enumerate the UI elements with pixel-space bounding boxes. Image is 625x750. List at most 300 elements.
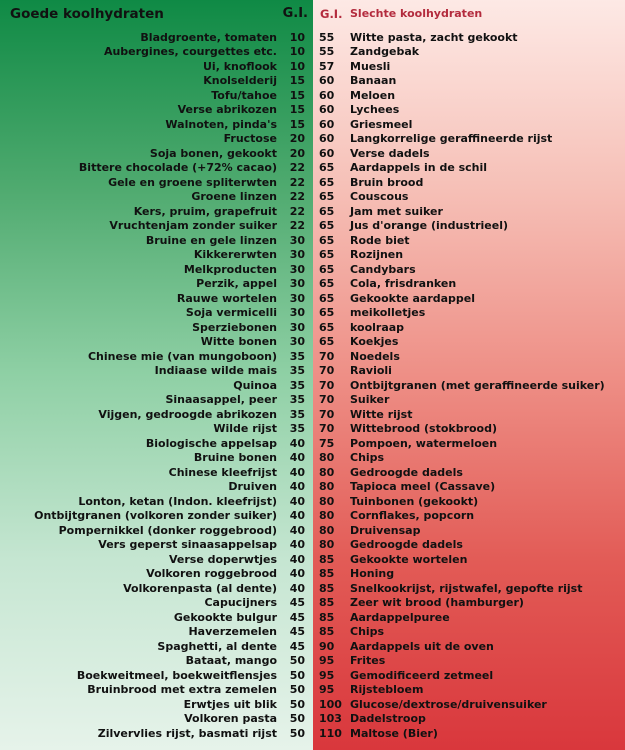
gi-value: 50 xyxy=(289,697,305,711)
gi-value: 85 xyxy=(319,567,335,581)
food-name: Couscous xyxy=(350,190,409,204)
gi-value: 22 xyxy=(289,190,305,204)
food-name: Verse abrikozen xyxy=(177,103,277,117)
good-carb-row xyxy=(0,494,313,509)
food-name: Meloen xyxy=(350,88,396,102)
gi-value: 35 xyxy=(289,393,305,407)
gi-value: 55 xyxy=(319,45,335,59)
gi-value: 60 xyxy=(319,74,335,88)
gi-value: 70 xyxy=(319,364,335,378)
gi-value: 65 xyxy=(319,161,335,175)
gi-value: 65 xyxy=(319,277,335,291)
gi-value: 40 xyxy=(289,436,305,450)
good-carb-row xyxy=(0,683,313,698)
food-name: Wilde rijst xyxy=(213,422,277,436)
gi-value: 15 xyxy=(289,74,305,88)
bad-carb-row xyxy=(313,407,625,422)
gi-value: 22 xyxy=(289,204,305,218)
gi-value: 40 xyxy=(289,552,305,566)
bad-carb-row xyxy=(313,146,625,161)
food-name: Bittere chocolade (+72% cacao) xyxy=(78,161,277,175)
gi-value: 40 xyxy=(289,480,305,494)
bad-carb-row xyxy=(313,364,625,379)
food-name: Erwtjes uit blik xyxy=(183,697,277,711)
bad-carb-row xyxy=(313,248,625,263)
food-name: Soja bonen, gekookt xyxy=(149,146,277,160)
bad-carb-row xyxy=(313,726,625,741)
good-carbs-list xyxy=(0,30,313,741)
good-carb-row xyxy=(0,248,313,263)
gi-value: 70 xyxy=(319,407,335,421)
good-carb-row xyxy=(0,306,313,321)
gi-value: 55 xyxy=(319,30,335,44)
good-carb-row xyxy=(0,219,313,234)
gi-value: 85 xyxy=(319,581,335,595)
gi-value: 80 xyxy=(319,494,335,508)
food-name: koolraap xyxy=(350,320,405,334)
gi-value: 57 xyxy=(319,59,335,73)
food-name: Bruine bonen xyxy=(193,451,277,465)
gi-value: 65 xyxy=(319,219,335,233)
good-carb-row xyxy=(0,726,313,741)
gi-value: 15 xyxy=(289,88,305,102)
bad-carb-row xyxy=(313,683,625,698)
good-carb-row xyxy=(0,364,313,379)
food-name: Sperziebonen xyxy=(192,320,277,334)
food-name: Zeer wit brood (hamburger) xyxy=(350,596,524,610)
good-carb-row xyxy=(0,378,313,393)
bad-carb-row xyxy=(313,233,625,248)
good-carb-row xyxy=(0,88,313,103)
food-name: Glucose/dextrose/druivensuiker xyxy=(350,697,547,711)
food-name: Maltose (Bier) xyxy=(350,726,438,740)
bad-carb-row xyxy=(313,59,625,74)
gi-value: 50 xyxy=(289,683,305,697)
good-carb-row xyxy=(0,161,313,176)
good-carb-row xyxy=(0,552,313,567)
bad-carb-row xyxy=(313,262,625,277)
food-name: Gekookte wortelen xyxy=(350,552,468,566)
food-name: Dadelstroop xyxy=(350,712,426,726)
gi-value: 30 xyxy=(289,291,305,305)
gi-value: 65 xyxy=(319,335,335,349)
food-name: Zilvervlies rijst, basmati rijst xyxy=(97,726,277,740)
food-name: Candybars xyxy=(350,262,416,276)
gi-value: 35 xyxy=(289,407,305,421)
food-name: Kers, pruim, grapefruit xyxy=(133,204,277,218)
gi-value: 40 xyxy=(289,567,305,581)
gi-value: 90 xyxy=(319,639,335,653)
food-name: Fructose xyxy=(223,132,277,146)
bad-carb-row xyxy=(313,175,625,190)
good-carb-row xyxy=(0,407,313,422)
gi-value: 40 xyxy=(289,581,305,595)
gi-value: 22 xyxy=(289,161,305,175)
gi-value: 50 xyxy=(289,726,305,740)
food-name: Haverzemelen xyxy=(188,625,277,639)
food-name: Biologische appelsap xyxy=(145,436,277,450)
gi-value: 10 xyxy=(289,30,305,44)
gi-value: 45 xyxy=(289,625,305,639)
good-carb-row xyxy=(0,393,313,408)
gi-value: 65 xyxy=(319,306,335,320)
gi-value: 65 xyxy=(319,262,335,276)
food-name: Griesmeel xyxy=(350,117,413,131)
good-carb-row xyxy=(0,436,313,451)
food-name: Capucijners xyxy=(204,596,277,610)
food-name: Tofu/tahoe xyxy=(211,88,277,102)
food-name: Koekjes xyxy=(350,335,399,349)
bad-carb-row xyxy=(313,509,625,524)
good-carb-row xyxy=(0,422,313,437)
food-name: Ui, knoflook xyxy=(203,59,277,73)
bad-carb-row xyxy=(313,161,625,176)
food-name: Ontbijtgranen (volkoren zonder suiker) xyxy=(34,509,277,523)
good-gi-label: G.I. xyxy=(282,6,308,21)
food-name: Gemodificeerd zetmeel xyxy=(350,668,494,682)
gi-value: 95 xyxy=(319,683,335,697)
food-name: Witte rijst xyxy=(350,407,413,421)
good-carb-row xyxy=(0,625,313,640)
gi-value: 65 xyxy=(319,175,335,189)
food-name: Aubergines, courgettes etc. xyxy=(103,45,277,59)
food-name: Perzik, appel xyxy=(196,277,277,291)
good-carb-row xyxy=(0,291,313,306)
bad-carb-row xyxy=(313,335,625,350)
good-carb-row xyxy=(0,277,313,292)
food-name: Gekookte aardappel xyxy=(350,291,476,305)
food-name: Zandgebak xyxy=(350,45,420,59)
bad-carbs-list xyxy=(313,30,625,741)
bad-carb-row xyxy=(313,610,625,625)
gi-value: 10 xyxy=(289,59,305,73)
gi-value: 50 xyxy=(289,712,305,726)
gi-value: 85 xyxy=(319,625,335,639)
gi-value: 35 xyxy=(289,378,305,392)
gi-value: 65 xyxy=(319,190,335,204)
bad-carb-row xyxy=(313,378,625,393)
gi-value: 80 xyxy=(319,509,335,523)
good-carb-row xyxy=(0,45,313,60)
gi-value: 20 xyxy=(289,132,305,146)
bad-carb-row xyxy=(313,117,625,132)
bad-carb-row xyxy=(313,625,625,640)
food-name: Wittebrood (stokbrood) xyxy=(350,422,498,436)
food-name: Bladgroente, tomaten xyxy=(140,30,277,44)
food-name: Jam met suiker xyxy=(350,204,443,218)
food-name: Noedels xyxy=(350,349,400,363)
bad-carb-row xyxy=(313,581,625,596)
bad-carb-row xyxy=(313,291,625,306)
food-name: Chinese kleefrijst xyxy=(168,465,277,479)
food-name: Ontbijtgranen (met geraffineerde suiker) xyxy=(350,378,605,392)
bad-carb-row xyxy=(313,712,625,727)
food-name: Lonton, ketan (Indon. kleefrijst) xyxy=(78,494,277,508)
food-name: Groene linzen xyxy=(191,190,277,204)
food-name: Pompoen, watermeloen xyxy=(350,436,498,450)
bad-carb-row xyxy=(313,596,625,611)
food-name: Langkorrelige geraffineerde rijst xyxy=(350,132,553,146)
food-name: Rode biet xyxy=(350,233,410,247)
bad-carb-row xyxy=(313,668,625,683)
gi-value: 60 xyxy=(319,146,335,160)
good-carb-row xyxy=(0,262,313,277)
food-name: Aardappels uit de oven xyxy=(350,639,494,653)
gi-value: 80 xyxy=(319,451,335,465)
good-carb-row xyxy=(0,59,313,74)
good-carb-row xyxy=(0,233,313,248)
gi-value: 70 xyxy=(319,393,335,407)
bad-carb-row xyxy=(313,204,625,219)
food-name: Melkproducten xyxy=(183,262,277,276)
gi-value: 22 xyxy=(289,175,305,189)
food-name: Chips xyxy=(350,625,385,639)
gi-value: 70 xyxy=(319,422,335,436)
bad-carb-row xyxy=(313,451,625,466)
food-name: Verse dadels xyxy=(350,146,430,160)
food-name: Bruinbrood met extra zemelen xyxy=(87,683,277,697)
food-name: Boekweitmeel, boekweitflensjes xyxy=(76,668,277,682)
good-carb-row xyxy=(0,523,313,538)
food-name: Gedroogde dadels xyxy=(350,465,463,479)
gi-value: 22 xyxy=(289,219,305,233)
gi-value: 75 xyxy=(319,436,335,450)
good-carb-row xyxy=(0,204,313,219)
bad-carb-row xyxy=(313,103,625,118)
good-carb-row xyxy=(0,596,313,611)
good-carb-row xyxy=(0,132,313,147)
food-name: Banaan xyxy=(350,74,397,88)
food-name: Cola, frisdranken xyxy=(350,277,457,291)
gi-value: 40 xyxy=(289,538,305,552)
bad-carb-row xyxy=(313,654,625,669)
good-carb-row xyxy=(0,103,313,118)
good-carb-row xyxy=(0,567,313,582)
gi-value: 80 xyxy=(319,465,335,479)
food-name: Rijstebloem xyxy=(350,683,424,697)
gi-value: 10 xyxy=(289,45,305,59)
gi-value: 110 xyxy=(319,726,342,740)
food-name: Chinese mie (van mungoboon) xyxy=(87,349,277,363)
food-name: Volkoren pasta xyxy=(184,712,277,726)
gi-value: 15 xyxy=(289,103,305,117)
gi-value: 30 xyxy=(289,335,305,349)
good-carb-row xyxy=(0,639,313,654)
gi-value: 80 xyxy=(319,538,335,552)
good-carb-row xyxy=(0,480,313,495)
bad-carb-row xyxy=(313,422,625,437)
food-name: Cornflakes, popcorn xyxy=(350,509,475,523)
gi-value: 30 xyxy=(289,277,305,291)
food-name: Frites xyxy=(350,654,386,668)
good-carb-row xyxy=(0,581,313,596)
good-carb-row xyxy=(0,74,313,89)
good-carbs-title: Goede koolhydraten xyxy=(10,5,164,22)
bad-carb-row xyxy=(313,567,625,582)
gi-value: 45 xyxy=(289,610,305,624)
good-carb-row xyxy=(0,190,313,205)
gi-value: 60 xyxy=(319,103,335,117)
food-name: Witte bonen xyxy=(200,335,277,349)
gi-value: 80 xyxy=(319,523,335,537)
gi-value: 85 xyxy=(319,610,335,624)
good-carb-row xyxy=(0,175,313,190)
gi-value: 80 xyxy=(319,480,335,494)
good-carb-row xyxy=(0,610,313,625)
bad-carb-row xyxy=(313,538,625,553)
food-name: Druivensap xyxy=(350,523,421,537)
gi-value: 50 xyxy=(289,654,305,668)
good-carb-row xyxy=(0,335,313,350)
bad-carb-row xyxy=(313,190,625,205)
food-name: Chips xyxy=(350,451,385,465)
food-name: Vruchtenjam zonder suiker xyxy=(109,219,277,233)
bad-carb-row xyxy=(313,639,625,654)
bad-carb-row xyxy=(313,320,625,335)
gi-value: 30 xyxy=(289,306,305,320)
good-carb-row xyxy=(0,668,313,683)
food-name: Muesli xyxy=(350,59,391,73)
gi-value: 50 xyxy=(289,668,305,682)
bad-carbs-title: Slechte koolhydraten xyxy=(350,7,483,20)
bad-carb-row xyxy=(313,494,625,509)
gi-value: 65 xyxy=(319,233,335,247)
food-name: Bruin brood xyxy=(350,175,424,189)
bad-carb-row xyxy=(313,480,625,495)
good-carbs-header xyxy=(0,0,313,27)
bad-carb-row xyxy=(313,277,625,292)
good-carb-row xyxy=(0,146,313,161)
good-carb-row xyxy=(0,349,313,364)
food-name: Bataat, mango xyxy=(185,654,277,668)
good-carb-row xyxy=(0,712,313,727)
bad-carb-row xyxy=(313,523,625,538)
food-name: Indiaase wilde mais xyxy=(154,364,277,378)
food-name: Honing xyxy=(350,567,395,581)
good-carb-row xyxy=(0,30,313,45)
gi-value: 30 xyxy=(289,233,305,247)
gi-value: 70 xyxy=(319,349,335,363)
food-name: Witte pasta, zacht gekookt xyxy=(350,30,518,44)
gi-value: 65 xyxy=(319,204,335,218)
gi-value: 40 xyxy=(289,509,305,523)
bad-carb-row xyxy=(313,74,625,89)
gi-value: 65 xyxy=(319,320,335,334)
gi-value: 40 xyxy=(289,494,305,508)
food-name: Bruine en gele linzen xyxy=(145,233,277,247)
bad-carbs-header xyxy=(313,0,625,27)
bad-carbs-column xyxy=(313,0,625,750)
good-carb-row xyxy=(0,538,313,553)
food-name: Tuinbonen (gekookt) xyxy=(350,494,479,508)
food-name: Gedroogde dadels xyxy=(350,538,463,552)
good-carb-row xyxy=(0,320,313,335)
gi-value: 60 xyxy=(319,88,335,102)
bad-carb-row xyxy=(313,45,625,60)
bad-carb-row xyxy=(313,30,625,45)
food-name: Suiker xyxy=(350,393,390,407)
good-carb-row xyxy=(0,117,313,132)
bad-carb-row xyxy=(313,393,625,408)
bad-carb-row xyxy=(313,465,625,480)
gi-value: 95 xyxy=(319,668,335,682)
bad-carb-row xyxy=(313,306,625,321)
bad-carb-row xyxy=(313,132,625,147)
gi-value: 15 xyxy=(289,117,305,131)
food-name: Vers geperst sinaasappelsap xyxy=(98,538,277,552)
bad-carb-row xyxy=(313,349,625,364)
food-name: Vijgen, gedroogde abrikozen xyxy=(98,407,277,421)
food-name: meikolletjes xyxy=(350,306,426,320)
food-name: Spaghetti, al dente xyxy=(157,639,277,653)
food-name: Rozijnen xyxy=(350,248,404,262)
food-name: Lychees xyxy=(350,103,400,117)
food-name: Quinoa xyxy=(233,378,277,392)
gi-value: 40 xyxy=(289,465,305,479)
food-name: Jus d'orange (industrieel) xyxy=(350,219,508,233)
gi-value: 65 xyxy=(319,248,335,262)
good-carb-row xyxy=(0,697,313,712)
gi-value: 95 xyxy=(319,654,335,668)
food-name: Kikkererwten xyxy=(193,248,277,262)
food-name: Verse doperwtjes xyxy=(168,552,277,566)
gi-value: 85 xyxy=(319,596,335,610)
food-name: Knolselderij xyxy=(203,74,277,88)
food-name: Volkorenpasta (al dente) xyxy=(123,581,277,595)
bad-gi-label: G.I. xyxy=(320,6,343,21)
good-carb-row xyxy=(0,509,313,524)
food-name: Aardappels in de schil xyxy=(350,161,488,175)
gi-value: 65 xyxy=(319,291,335,305)
gi-value: 30 xyxy=(289,248,305,262)
gi-value: 45 xyxy=(289,639,305,653)
bad-carb-row xyxy=(313,552,625,567)
good-carb-row xyxy=(0,654,313,669)
food-name: Gele en groene spliterwten xyxy=(108,175,277,189)
food-name: Volkoren roggebrood xyxy=(146,567,277,581)
gi-value: 45 xyxy=(289,596,305,610)
gi-value: 40 xyxy=(289,451,305,465)
bad-carb-row xyxy=(313,88,625,103)
bad-carb-row xyxy=(313,219,625,234)
gi-value: 60 xyxy=(319,132,335,146)
food-name: Pompernikkel (donker roggebrood) xyxy=(58,523,277,537)
gi-value: 35 xyxy=(289,349,305,363)
gi-value: 35 xyxy=(289,364,305,378)
food-name: Walnoten, pinda's xyxy=(165,117,277,131)
gi-value: 40 xyxy=(289,523,305,537)
food-name: Druiven xyxy=(228,480,277,494)
gi-value: 30 xyxy=(289,320,305,334)
gi-value: 35 xyxy=(289,422,305,436)
good-carb-row xyxy=(0,465,313,480)
food-name: Soja vermicelli xyxy=(185,306,277,320)
bad-carb-row xyxy=(313,697,625,712)
gi-value: 103 xyxy=(319,712,342,726)
bad-carb-row xyxy=(313,436,625,451)
food-name: Gekookte bulgur xyxy=(173,610,277,624)
gi-value: 30 xyxy=(289,262,305,276)
gi-value: 70 xyxy=(319,378,335,392)
food-name: Ravioli xyxy=(350,364,392,378)
gi-value: 20 xyxy=(289,146,305,160)
gi-value: 100 xyxy=(319,697,342,711)
food-name: Sinaasappel, peer xyxy=(165,393,277,407)
food-name: Aardappelpuree xyxy=(350,610,450,624)
food-name: Rauwe wortelen xyxy=(176,291,277,305)
gi-value: 85 xyxy=(319,552,335,566)
food-name: Snelkookrijst, rijstwafel, gepofte rijst xyxy=(350,581,583,595)
